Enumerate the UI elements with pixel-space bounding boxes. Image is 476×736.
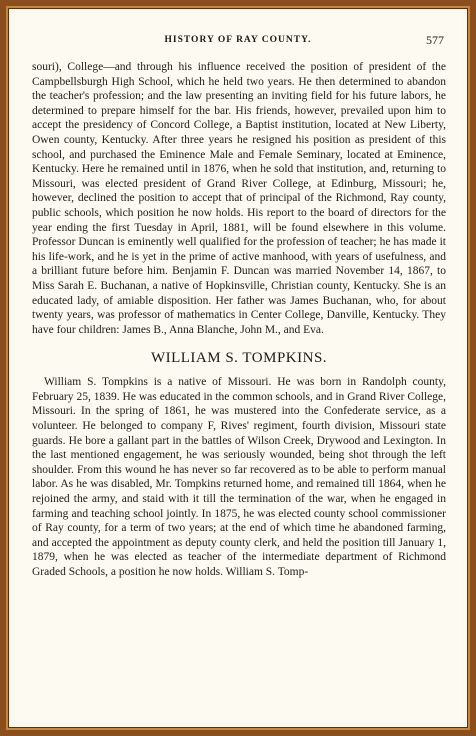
section-heading: WILLIAM S. TOMPKINS. [150, 350, 328, 367]
page-number: 577 [426, 33, 444, 47]
paragraph-tompkins: William S. Tompkins is a native of Missouri. He was born in Randolph county, February 25, 1839. He was educated in the common schools, and in Grand River College, Missouri. In the spring of 1861, he was mustered into the Confederate service, as a volunteer. He belonged to company F, Rives' regiment, fourth division, Missouri state guards. He bore a gallant part in the battles of Wilson Creek, Drywood and Lexington. In the last mentioned engagement, he was seriously wounded, being shot through the left shoulder. From this wound he has never so far recovered as to be able to perform manual labor. As he was disabled, Mr. Tompkins returned home, and remained till 1864, when he rejoined the army, and staid with it till the termination of the war, when he engaged in farming and teaching school jointly. In 1875, he was elected county school commissioner of Ray county, for a term of two years; at the end of which time he abandoned farming, and accepted the appointment as deputy county clerk, and held the position till January 1, 1879, when he was elected as teacher of the intermediate department of Richmond Graded Schools, a position he now holds. William S. Tomp- [32, 376, 446, 578]
book-page [14, 14, 462, 722]
page-body [32, 60, 446, 580]
running-head: HISTORY OF RAY COUNTY. [164, 35, 312, 45]
page-header [32, 35, 444, 51]
paragraph-duncan-continued: souri), College—and through his influence received the position of president of the Campbellsburgh High School, which he held two years. He then determined to abandon the teacher's profession; and the law presenting an inviting field for his future labors, he determined to prepare himself for the bar. His friends, however, prevailed upon him to accept the presidency of Concord College, a Baptist institution, located at New Liberty, Owen county, Kentucky. After three years he resigned his position as president of this school, and purchased the Eminence Male and Female Seminary, located at Eminence, Kentucky. Here he remained until in 1876, when he sold that institution, and, returning to Missouri, was elected president of Grand River College, at Edinburg, Missouri; he, however, declined the position to accept that of principal of the Richmond, Ray county, public schools, which position he now holds. His report to the board of directors for the year ending the first Tuesday in April, 1881, will be found elsewhere in this volume. Professor Duncan is eminently well qualified for the profession of teacher; he has made it his life-work, and he is yet in the prime of active manhood, with years of usefulness, and a brilliant future before him. Benjamin F. Duncan was married November 14, 1867, to Miss Sarah E. Buchanan, a native of Hopkinsville, Christian county, Kentucky. She is an educated lady, of amiable disposition. Her father was James Buchanan, who, for about twenty years, was professor of mathematics in Center College, Danville, Kentucky. They have four children: James B., Anna Blanche, John M., and Eva. [32, 61, 446, 336]
